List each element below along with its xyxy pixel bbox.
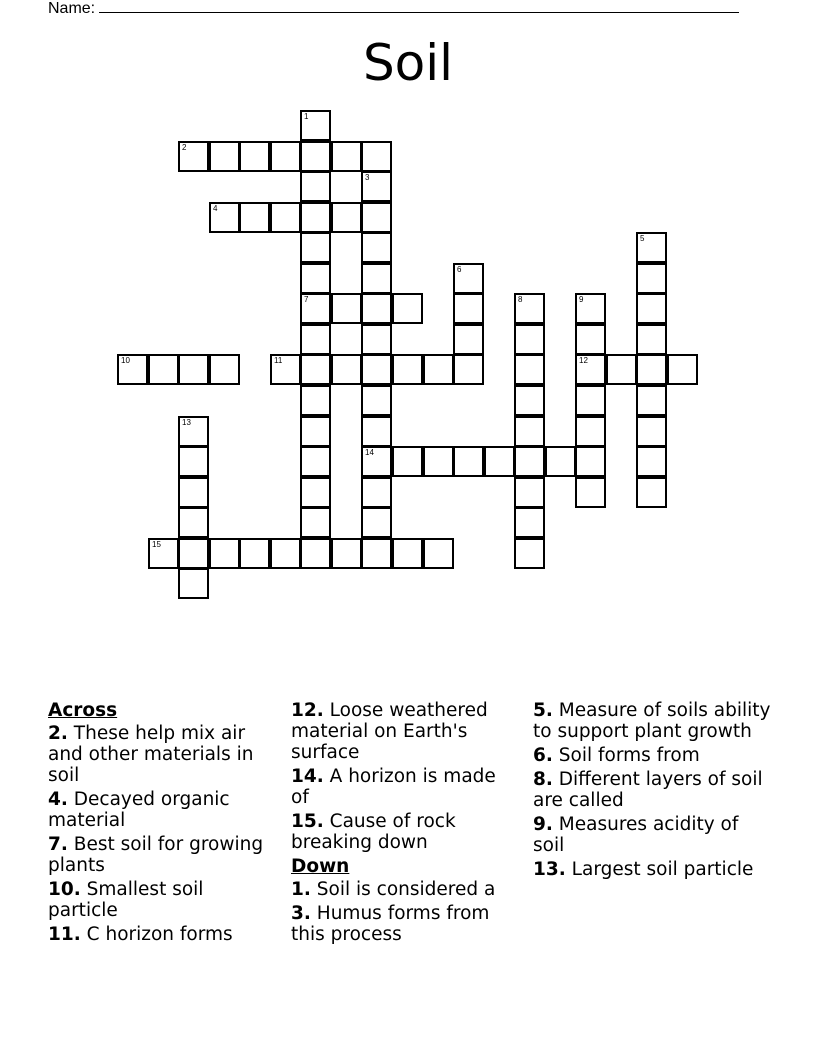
crossword-cell[interactable]: [300, 110, 331, 141]
crossword-cell[interactable]: [514, 354, 545, 385]
crossword-cell[interactable]: [331, 354, 362, 385]
crossword-cell[interactable]: [575, 324, 606, 355]
clue-column-3: [533, 700, 773, 883]
crossword-cell[interactable]: [300, 446, 331, 477]
crossword-cell[interactable]: [361, 507, 392, 538]
crossword-cell[interactable]: [300, 507, 331, 538]
crossword-cell[interactable]: [606, 354, 637, 385]
crossword-cell[interactable]: [300, 202, 331, 233]
crossword-cell[interactable]: [270, 354, 301, 385]
crossword-cell[interactable]: [300, 354, 331, 385]
crossword-cell[interactable]: [300, 141, 331, 172]
crossword-cell[interactable]: [300, 416, 331, 447]
crossword-cell[interactable]: [423, 446, 454, 477]
crossword-cell[interactable]: [636, 385, 667, 416]
crossword-cell[interactable]: [636, 354, 667, 385]
crossword-cell[interactable]: [148, 354, 179, 385]
crossword-cell[interactable]: [239, 202, 270, 233]
clue-number: 12: [579, 356, 588, 365]
crossword-cell[interactable]: [453, 446, 484, 477]
crossword-cell[interactable]: [636, 263, 667, 294]
crossword-cell[interactable]: [239, 538, 270, 569]
crossword-cell[interactable]: [300, 538, 331, 569]
crossword-cell[interactable]: [453, 263, 484, 294]
crossword-cell[interactable]: [331, 538, 362, 569]
crossword-cell[interactable]: [361, 354, 392, 385]
clue-across-4: 4. Decayed organic material: [48, 789, 230, 831]
crossword-cell[interactable]: [331, 202, 362, 233]
crossword-cell[interactable]: [361, 385, 392, 416]
crossword-cell[interactable]: [392, 354, 423, 385]
crossword-cell[interactable]: [209, 354, 240, 385]
crossword-cell[interactable]: [361, 416, 392, 447]
clue-across-15: 15. Cause of rock breaking down: [291, 811, 456, 853]
clue-number: 14: [365, 448, 374, 457]
crossword-cell[interactable]: [484, 446, 515, 477]
clue-across-11: 11. C horizon forms: [48, 924, 233, 945]
clue-number: 5: [640, 234, 645, 243]
crossword-cell[interactable]: [117, 354, 148, 385]
clue-across-12: 12. Loose weathered material on Earth's surface: [291, 700, 488, 763]
crossword-cell[interactable]: [453, 293, 484, 324]
crossword-cell[interactable]: [178, 507, 209, 538]
across-heading: Across: [48, 700, 118, 721]
crossword-cell[interactable]: [636, 293, 667, 324]
clue-column-1: [48, 700, 276, 948]
crossword-cell[interactable]: [178, 568, 209, 599]
crossword-cell[interactable]: [270, 141, 301, 172]
crossword-cell[interactable]: [636, 477, 667, 508]
crossword-cell[interactable]: [361, 232, 392, 263]
crossword-cell[interactable]: [361, 171, 392, 202]
crossword-cell[interactable]: [392, 538, 423, 569]
clue-number: 13: [182, 418, 191, 427]
crossword-cell[interactable]: [178, 416, 209, 447]
crossword-cell[interactable]: [575, 293, 606, 324]
clue-down-5: 5. Measure of soils ability to support plant growth: [533, 700, 771, 742]
crossword-cell[interactable]: [667, 354, 698, 385]
crossword-cell[interactable]: [300, 263, 331, 294]
crossword-cell[interactable]: [300, 385, 331, 416]
crossword-cell[interactable]: [514, 385, 545, 416]
crossword-cell[interactable]: [239, 141, 270, 172]
clue-number: 9: [579, 295, 584, 304]
clue-number: 3: [365, 173, 370, 182]
crossword-cell[interactable]: [514, 538, 545, 569]
crossword-cell[interactable]: [331, 141, 362, 172]
clue-number: 7: [304, 295, 309, 304]
crossword-cell[interactable]: [178, 354, 209, 385]
clue-number: 10: [121, 356, 130, 365]
clue-number: 2: [182, 143, 187, 152]
crossword-cell[interactable]: [209, 202, 240, 233]
crossword-cell[interactable]: [514, 507, 545, 538]
crossword-cell[interactable]: [514, 446, 545, 477]
crossword-cell[interactable]: [575, 446, 606, 477]
crossword-cell[interactable]: [361, 141, 392, 172]
crossword-cell[interactable]: [270, 538, 301, 569]
page-title: Soil: [362, 34, 454, 92]
crossword-cell[interactable]: [361, 202, 392, 233]
crossword-cell[interactable]: [545, 446, 576, 477]
clue-number: 6: [457, 265, 462, 274]
crossword-cell[interactable]: [575, 385, 606, 416]
name-label: Name:: [48, 0, 96, 17]
crossword-cell[interactable]: [636, 324, 667, 355]
crossword-cell[interactable]: [514, 293, 545, 324]
crossword-cell[interactable]: [423, 354, 454, 385]
crossword-cell[interactable]: [300, 477, 331, 508]
clue-across-2: 2. These help mix air and other materials in soil: [48, 723, 254, 786]
clue-across-10: 10. Smallest soil particle: [48, 879, 204, 921]
clue-column-2: [291, 700, 513, 948]
clue-across-7: 7. Best soil for growing plants: [48, 834, 264, 876]
crossword-cell[interactable]: [636, 416, 667, 447]
crossword-cell[interactable]: [636, 446, 667, 477]
clue-number: 15: [152, 540, 161, 549]
clue-down-13: 13. Largest soil particle: [533, 859, 754, 880]
crossword-cell[interactable]: [392, 293, 423, 324]
crossword-cell[interactable]: [209, 538, 240, 569]
crossword-cell[interactable]: [361, 293, 392, 324]
crossword-cell[interactable]: [392, 446, 423, 477]
clue-number: 4: [213, 204, 218, 213]
crossword-cell[interactable]: [178, 477, 209, 508]
crossword-cell[interactable]: [178, 446, 209, 477]
crossword-cell[interactable]: [575, 477, 606, 508]
crossword-cell[interactable]: [636, 232, 667, 263]
clue-number: 11: [274, 356, 283, 365]
crossword-cell[interactable]: [361, 538, 392, 569]
crossword-cell[interactable]: [423, 538, 454, 569]
clue-down-6: 6. Soil forms from: [533, 745, 700, 766]
crossword-cell[interactable]: [575, 354, 606, 385]
crossword-cell[interactable]: [331, 293, 362, 324]
crossword-cell[interactable]: [514, 324, 545, 355]
crossword-cell[interactable]: [178, 538, 209, 569]
crossword-cell[interactable]: [270, 202, 301, 233]
crossword-cell[interactable]: [575, 416, 606, 447]
clue-down-9: 9. Measures acidity of soil: [533, 814, 739, 856]
crossword-cell[interactable]: [209, 141, 240, 172]
crossword-cell[interactable]: [300, 324, 331, 355]
crossword-cell[interactable]: [453, 354, 484, 385]
crossword-cell[interactable]: [514, 416, 545, 447]
crossword-cell[interactable]: [178, 141, 209, 172]
crossword-cell[interactable]: [361, 446, 392, 477]
crossword-cell[interactable]: [361, 477, 392, 508]
crossword-cell[interactable]: [300, 232, 331, 263]
crossword-cell[interactable]: [514, 477, 545, 508]
crossword-cell[interactable]: [361, 324, 392, 355]
clue-down-1: 1. Soil is considered a: [291, 879, 496, 900]
crossword-cell[interactable]: [361, 263, 392, 294]
clue-number: 8: [518, 295, 523, 304]
crossword-cell[interactable]: [300, 293, 331, 324]
down-heading: Down: [291, 856, 350, 877]
clue-number: 1: [304, 112, 309, 121]
crossword-cell[interactable]: [453, 324, 484, 355]
clue-down-8: 8. Different layers of soil are called: [533, 769, 763, 811]
crossword-cell[interactable]: [148, 538, 179, 569]
clue-down-3: 3. Humus forms from this process: [291, 903, 490, 945]
crossword-cell[interactable]: [300, 171, 331, 202]
clue-across-14: 14. A horizon is made of: [291, 766, 496, 808]
